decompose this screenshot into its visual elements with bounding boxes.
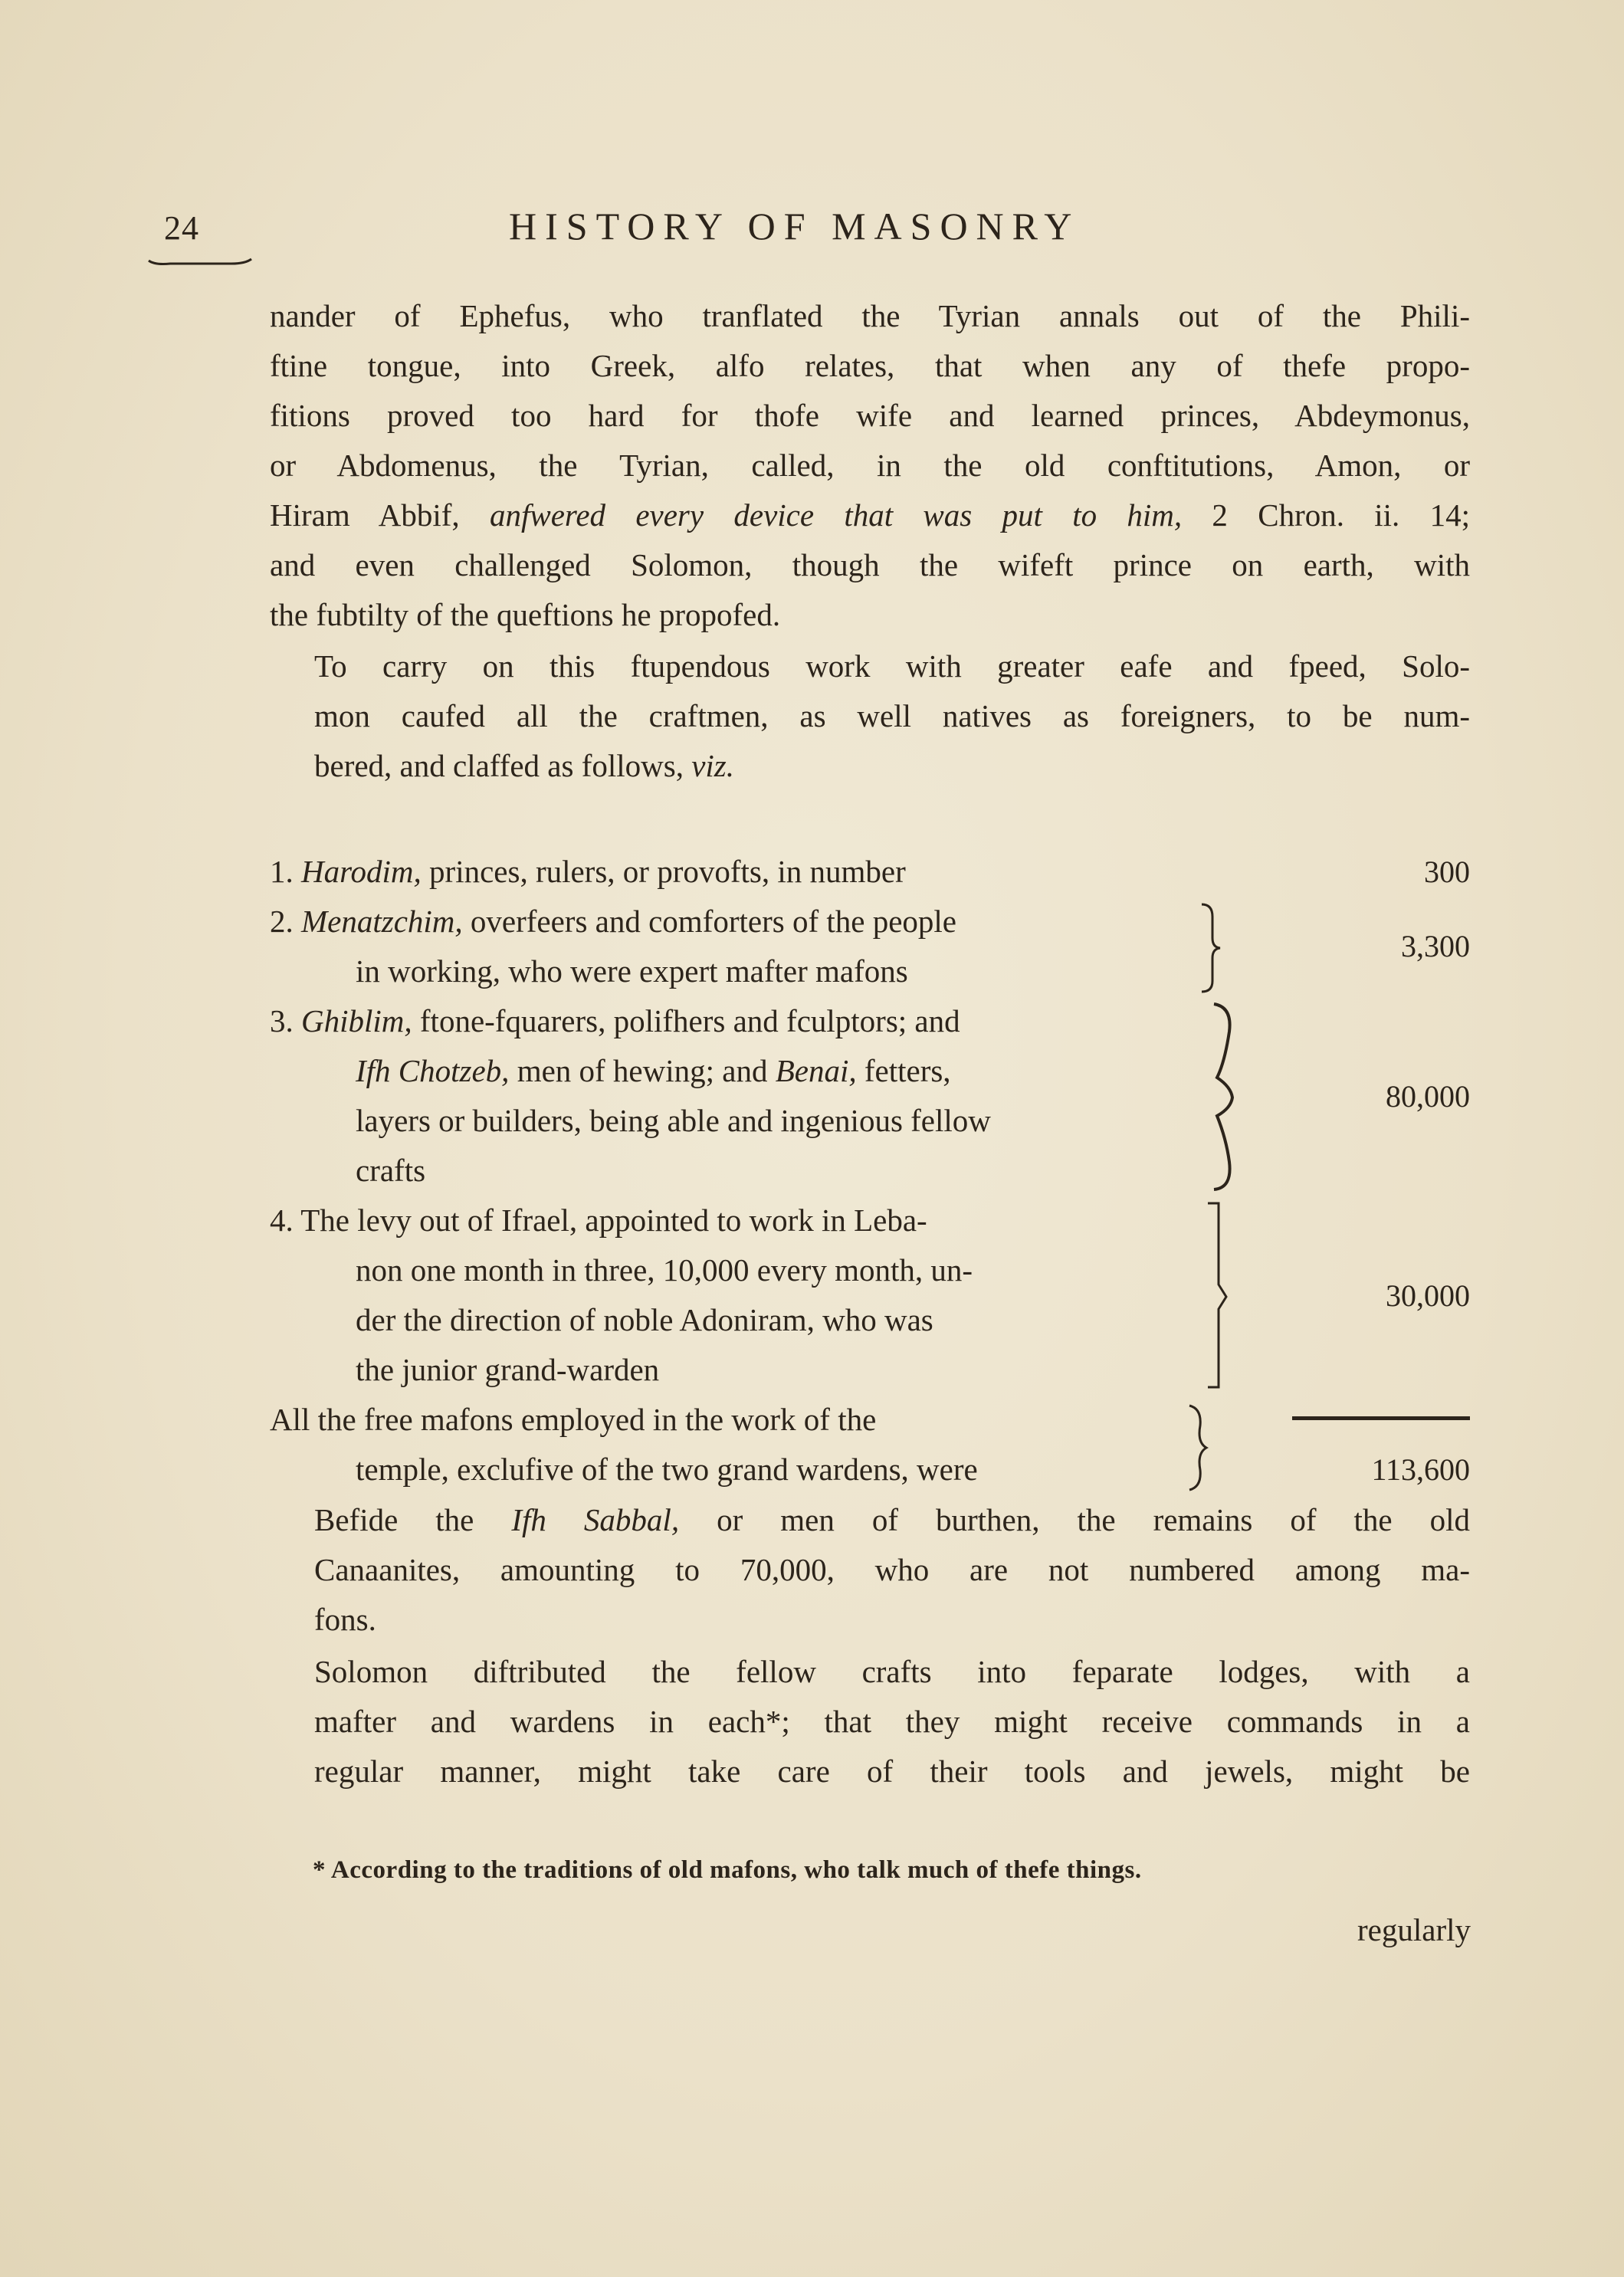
text-line: ftine tongue, into Greek, alfo relates, that when any of thefe propo- <box>270 348 1470 383</box>
brace-icon <box>1209 1001 1240 1193</box>
text-line: mafter and wardens in each*; that they might receive commands in a <box>314 1704 1470 1739</box>
running-title: HISTORY OF MASONRY <box>509 205 1081 248</box>
page-number-flourish <box>147 258 253 267</box>
text-line: Canaanites, amounting to 70,000, who are not numbered among ma- <box>314 1552 1470 1587</box>
text-line: bered, and claffed as follows, viz. <box>314 748 734 783</box>
paragraph-2 <box>270 641 1470 791</box>
row-description: ftone-fquarers, polifhers and fculptors; and <box>419 1003 960 1038</box>
row-description: The levy out of Ifrael, appointed to work in Leba- <box>300 1202 927 1238</box>
row-term: Harodim, <box>301 854 422 889</box>
table-row-total <box>270 1395 1470 1494</box>
text-line: or Abdomenus, the Tyrian, called, in the old conftitutions, Amon, or <box>270 448 1470 483</box>
row-number: 300 <box>1424 855 1470 889</box>
row-description: non one month in three, 10,000 every month, un- <box>356 1252 973 1288</box>
footnote: * According to the traditions of old mafons, who talk much of thefe things. <box>313 1856 1142 1884</box>
italic-phrase: anfwered every device that was put to him, <box>489 497 1183 533</box>
text-line: Solomon diftributed the fellow crafts into feparate lodges, with a <box>314 1654 1470 1689</box>
table-row-menatzchim <box>270 897 1470 996</box>
text-line: mon caufed all the craftmen, as well natives as foreigners, to be num- <box>314 698 1470 733</box>
text-line: and even challenged Solomon, though the wifeft prince on earth, with <box>270 547 1470 582</box>
brace-icon <box>1199 901 1222 995</box>
row-description: in working, who were expert mafter mafons <box>356 953 908 989</box>
table-row-levy <box>270 1196 1470 1395</box>
row-term: Ghiblim, <box>301 1003 412 1038</box>
row-term: Menatzchim, <box>301 904 463 939</box>
row-description: layers or builders, being able and ingenious fellow <box>356 1103 991 1138</box>
row-marker: 1. <box>270 854 294 889</box>
text-line: nander of Ephefus, who tranflated the Tyrian annals out of the Phili- <box>270 298 1470 333</box>
row-description: der the direction of noble Adoniram, who was <box>356 1302 933 1337</box>
total-number: 113,600 <box>1371 1452 1470 1487</box>
table-row-harodim <box>270 847 1470 897</box>
row-number: 80,000 <box>1386 1079 1470 1114</box>
text-fragment: Hiram Abbif, <box>270 497 490 533</box>
row-marker: 3. <box>270 1003 294 1038</box>
text-fragment: 2 Chron. ii. 14; <box>1182 497 1470 533</box>
page-number: 24 <box>164 209 199 247</box>
row-marker: 2. <box>270 904 294 939</box>
paragraph-4 <box>270 1647 1470 1796</box>
row-description: the junior grand-warden <box>356 1352 660 1387</box>
paragraph-3 <box>270 1495 1470 1645</box>
row-description: overfeers and comforters of the people <box>470 904 956 939</box>
brace-icon <box>1205 1200 1231 1392</box>
text-line: To carry on this ftupendous work with greater eafe and fpeed, Solo- <box>314 648 1470 684</box>
text-line: the fubtilty of the queftions he propofed. <box>270 597 781 632</box>
text-line: fitions proved too hard for thofe wife and learned princes, Abdeymonus, <box>270 398 1470 433</box>
text-line: regular manner, might take care of their tools and jewels, might be <box>314 1754 1470 1789</box>
total-description: All the free mafons employed in the work of the <box>270 1402 877 1437</box>
row-number: 30,000 <box>1386 1278 1470 1313</box>
total-description: temple, exclufive of the two grand wardens, were <box>356 1452 978 1487</box>
catchword: regularly <box>1357 1912 1471 1947</box>
paragraph-1 <box>270 291 1470 640</box>
text-line: fons. <box>314 1602 376 1637</box>
text-line-with-italic <box>270 491 1470 540</box>
row-marker: 4. <box>270 1202 294 1238</box>
brace-icon <box>1186 1403 1209 1493</box>
row-description: crafts <box>356 1153 426 1188</box>
table-row-ghiblim <box>270 996 1470 1196</box>
row-number: 3,300 <box>1401 929 1470 963</box>
row-description: princes, rulers, or provofts, in number <box>429 854 906 889</box>
row-description: Ifh Chotzeb, men of hewing; and Benai, fetters, <box>356 1053 951 1088</box>
text-line: Befide the Ifh Sabbal, or men of burthen, the remains of the old <box>314 1502 1470 1537</box>
